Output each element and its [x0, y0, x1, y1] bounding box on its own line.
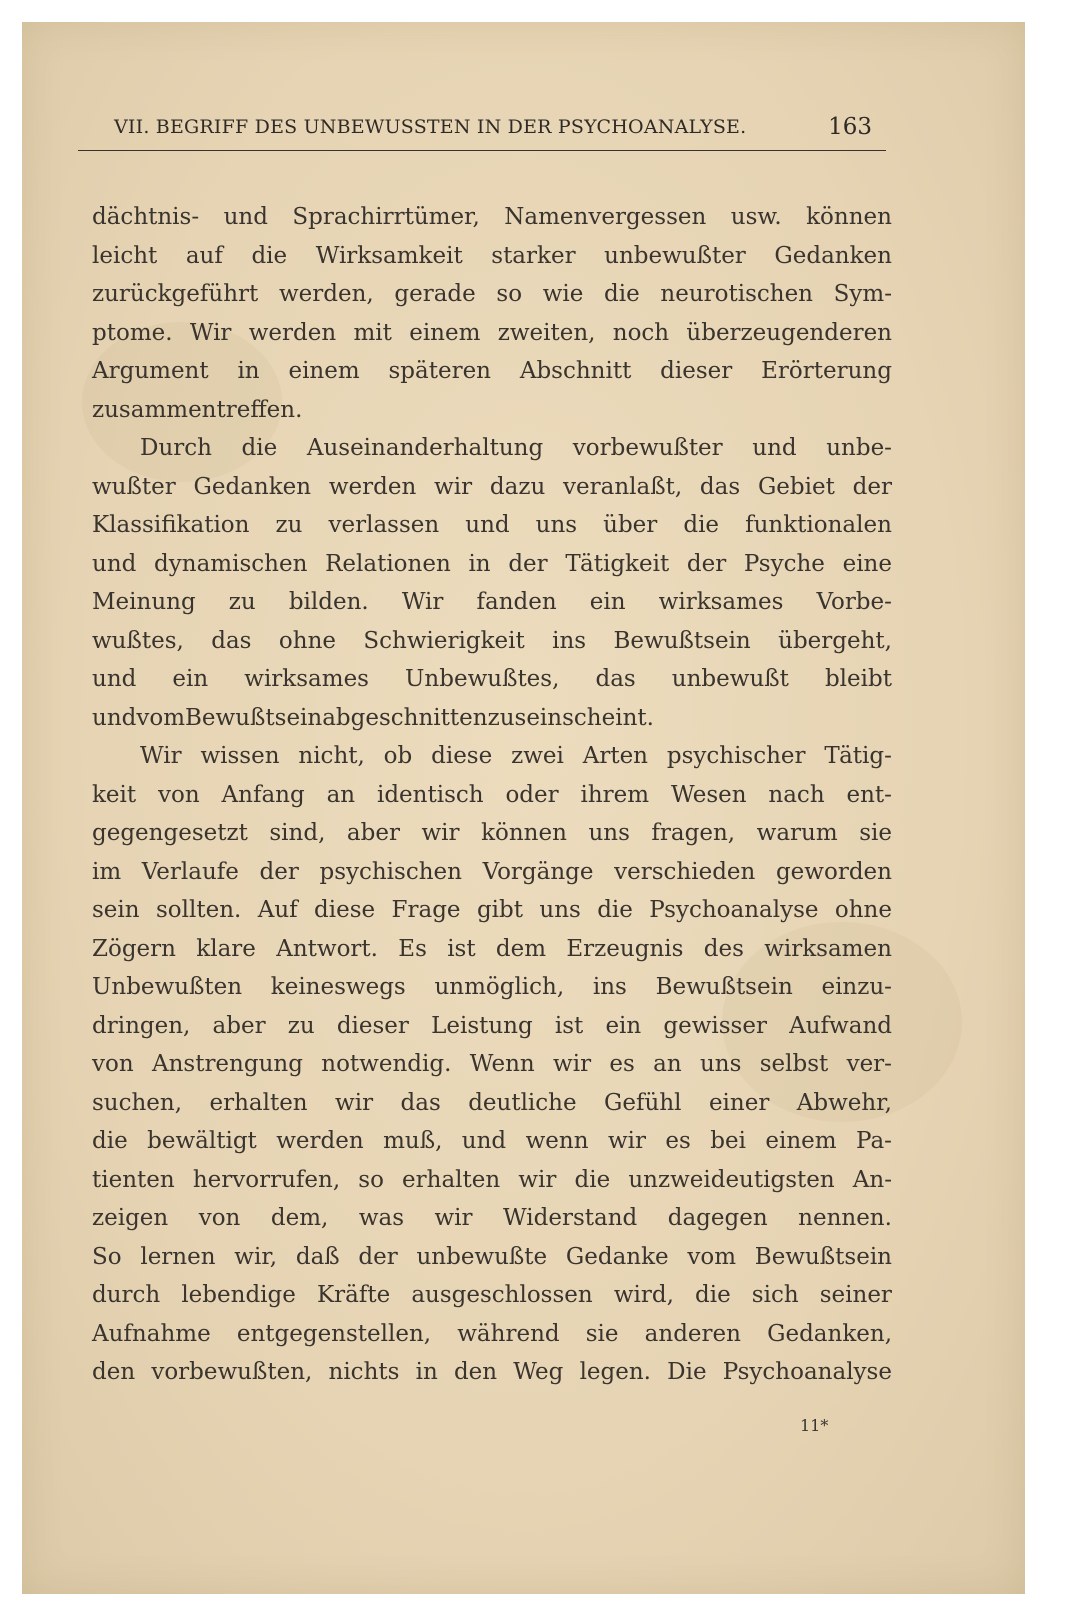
- word: ob: [383, 743, 413, 769]
- word: Tätigkeit: [565, 550, 670, 577]
- word: dieser: [336, 1012, 409, 1039]
- word: Wir: [189, 319, 232, 346]
- word: die: [574, 1166, 611, 1193]
- word: und: [92, 704, 137, 731]
- word: Meinung: [92, 589, 196, 615]
- word: wir: [335, 1089, 374, 1116]
- word: Wesen: [670, 781, 747, 808]
- word: Weg: [513, 1359, 564, 1385]
- text-line: [92, 391, 892, 430]
- word: sind,: [269, 820, 326, 846]
- word: Gefühl: [604, 1089, 682, 1116]
- word: vorbewußten,: [151, 1359, 313, 1385]
- text-line: [92, 1276, 892, 1315]
- header-rule: [78, 150, 886, 151]
- word: so: [358, 1166, 384, 1193]
- word: uns: [699, 1051, 742, 1077]
- word: vorbewußter: [572, 435, 723, 461]
- word: leicht: [92, 242, 158, 269]
- word: wird,: [613, 1282, 674, 1308]
- word: einem: [409, 319, 481, 346]
- word: bei: [710, 1128, 746, 1154]
- word: die: [92, 1128, 128, 1154]
- word: von: [198, 1205, 241, 1231]
- word: im: [92, 858, 122, 885]
- word: Anstrengung: [151, 1051, 303, 1077]
- word: oder: [505, 781, 559, 808]
- word: das: [400, 1089, 441, 1116]
- word: ohne: [834, 897, 892, 923]
- word: Auf: [257, 897, 298, 923]
- word: Bewußtsein: [655, 974, 793, 1000]
- word: wenn: [525, 1128, 589, 1154]
- text-line: [92, 930, 892, 969]
- word: nennen.: [798, 1205, 892, 1231]
- word: einem: [288, 358, 360, 384]
- word: in: [237, 358, 260, 384]
- text-line: [92, 583, 892, 622]
- signature-mark: 11*: [800, 1416, 829, 1435]
- word: die: [694, 1282, 731, 1308]
- word: dem: [495, 935, 547, 962]
- text-line: [92, 968, 892, 1007]
- word: bleibt: [824, 666, 892, 692]
- word: lebendige: [181, 1282, 296, 1308]
- word: An-: [852, 1166, 892, 1193]
- word: warum: [756, 820, 838, 846]
- text-line: [92, 1122, 892, 1161]
- word: durch: [92, 1282, 161, 1308]
- word: und: [465, 512, 510, 538]
- word: ihrem: [580, 781, 650, 808]
- word: uns: [588, 820, 630, 846]
- word: dazu: [489, 473, 546, 500]
- word: zurückgeführt: [92, 281, 259, 307]
- word: zwei: [511, 743, 564, 769]
- word: Namenvergessen: [504, 204, 707, 230]
- word: Sym-: [833, 281, 892, 307]
- text-line: [92, 506, 892, 545]
- word: ins: [592, 974, 627, 1000]
- text-line: [92, 622, 892, 661]
- word: ins: [552, 627, 587, 654]
- word: unzweideutigsten: [628, 1166, 835, 1193]
- word: Gedanken: [193, 473, 312, 500]
- word: Abwehr,: [796, 1089, 892, 1116]
- word: unbewußter: [604, 242, 746, 269]
- word: Erzeugnis: [566, 935, 684, 962]
- word: über: [603, 512, 658, 538]
- word: Klassifikation: [92, 512, 250, 538]
- word: an: [653, 1051, 682, 1077]
- word: wirksames: [658, 589, 784, 615]
- word: Aufnahme: [92, 1320, 211, 1347]
- word: werden: [328, 473, 417, 500]
- word: Bewußtsein: [185, 704, 323, 731]
- body-text: [92, 198, 892, 1392]
- word: Durch: [140, 435, 212, 461]
- word: anderen: [644, 1320, 741, 1347]
- word: muß,: [383, 1128, 443, 1154]
- word: Leistung: [431, 1012, 533, 1039]
- word: Relationen: [325, 550, 451, 577]
- running-head-title: VII. BEGRIFF DES UNBEWUSSTEN IN DER PSYCHOANALYSE.: [114, 116, 747, 138]
- word: Gedanke: [565, 1243, 669, 1270]
- word: wir: [553, 1051, 592, 1077]
- word: bewältigt: [147, 1128, 257, 1154]
- text-line: [92, 198, 892, 237]
- word: entgegenstellen,: [236, 1320, 432, 1347]
- word: die: [683, 512, 720, 538]
- word: dringen,: [92, 1012, 191, 1039]
- word: eine: [842, 550, 892, 577]
- word: Psychoanalyse: [722, 1359, 892, 1385]
- word: unbe-: [826, 435, 892, 461]
- word: der: [358, 1243, 398, 1270]
- word: diese: [314, 897, 376, 923]
- word: es: [609, 1051, 635, 1077]
- word: ist: [447, 935, 476, 962]
- word: Wirksamkeit: [315, 242, 463, 269]
- text-line: [92, 699, 892, 738]
- word: in: [415, 1359, 438, 1385]
- word: ausgeschlossen: [411, 1282, 593, 1308]
- word: späteren: [388, 358, 491, 384]
- word: So: [92, 1243, 122, 1270]
- word: von: [92, 1051, 134, 1077]
- word: Unbewußten: [92, 974, 243, 1000]
- text-line: [92, 1084, 892, 1123]
- word: Tätig-: [824, 743, 892, 769]
- word: den: [92, 1359, 136, 1385]
- word: auf: [185, 242, 223, 269]
- word: scheint.: [562, 704, 654, 731]
- page-number: 163: [828, 114, 872, 140]
- word: fanden: [476, 589, 557, 615]
- word: und: [223, 204, 268, 230]
- text-line: [92, 1238, 892, 1277]
- word: dächtnis-: [92, 204, 200, 230]
- word: zu: [228, 589, 256, 615]
- word: und: [752, 435, 797, 461]
- word: Sprachirrtümer,: [292, 204, 480, 230]
- word: deutliche: [468, 1089, 577, 1116]
- word: abgeschnitten: [322, 704, 488, 731]
- word: wie: [542, 281, 584, 307]
- word: Pa-: [856, 1128, 892, 1154]
- word: wußtes,: [92, 627, 184, 654]
- word: Widerstand: [503, 1205, 638, 1231]
- word: wir: [518, 1166, 557, 1193]
- word: Auseinanderhaltung: [306, 435, 544, 461]
- word: ent-: [846, 781, 892, 808]
- word: ver-: [846, 1051, 892, 1077]
- word: bilden.: [288, 589, 369, 615]
- text-line: [92, 1199, 892, 1238]
- text-line: [92, 1315, 892, 1354]
- word: Gedanken,: [767, 1320, 892, 1347]
- word: sollten.: [155, 897, 242, 923]
- word: das: [595, 666, 636, 692]
- word: Wir: [401, 589, 444, 615]
- word: Bewußtsein: [613, 627, 751, 654]
- word: mit: [353, 319, 392, 346]
- word: während: [457, 1320, 560, 1347]
- word: nicht,: [298, 743, 365, 769]
- word: können: [806, 204, 892, 230]
- text-line: [92, 352, 892, 391]
- word: Verlaufe: [141, 858, 239, 885]
- word: dieser: [660, 358, 733, 384]
- word: einzu-: [821, 974, 892, 1000]
- word: der: [259, 858, 299, 885]
- word: Gedanken: [774, 242, 892, 269]
- word: Zögern: [92, 935, 176, 962]
- text-line: [92, 1045, 892, 1084]
- word: sie: [585, 1320, 619, 1347]
- word: Antwort.: [276, 935, 378, 962]
- word: aber: [346, 820, 400, 846]
- word: lernen: [140, 1243, 216, 1270]
- word: Unbewußtes,: [405, 666, 560, 692]
- word: Die: [667, 1359, 707, 1385]
- word: dynamischen: [154, 550, 308, 577]
- word: unbewußte: [416, 1243, 548, 1270]
- text-line: [92, 853, 892, 892]
- word: Psychoanalyse: [649, 897, 819, 923]
- word: uns: [535, 512, 578, 538]
- word: erhalten: [402, 1166, 501, 1193]
- word: es: [665, 1128, 691, 1154]
- word: diese: [431, 743, 493, 769]
- word: wir: [421, 820, 460, 846]
- word: aber: [212, 1012, 266, 1039]
- word: das: [699, 473, 741, 500]
- word: den: [453, 1359, 498, 1385]
- word: des: [703, 935, 744, 962]
- word: Kräfte: [316, 1282, 391, 1308]
- text-line: [92, 468, 892, 507]
- text-line: [92, 275, 892, 314]
- word: fragen,: [651, 820, 736, 846]
- text-line: [92, 429, 892, 468]
- word: ein: [605, 1012, 642, 1039]
- word: so: [496, 281, 523, 307]
- word: einer: [708, 1089, 770, 1116]
- word: Wenn: [469, 1051, 535, 1077]
- word: wir: [434, 473, 473, 500]
- word: was: [358, 1205, 405, 1231]
- word: gegengesetzt: [92, 820, 248, 846]
- word: unmöglich,: [434, 974, 565, 1000]
- word: Arten: [582, 743, 648, 769]
- word: dem,: [270, 1205, 329, 1231]
- word: sich: [751, 1282, 799, 1308]
- word: werden: [248, 319, 337, 346]
- word: Wir: [140, 743, 182, 769]
- word: wir: [434, 1205, 473, 1231]
- word: wir,: [234, 1243, 278, 1270]
- word: psychischer: [666, 743, 806, 769]
- word: vom: [687, 1243, 737, 1270]
- word: erhalten: [209, 1089, 308, 1116]
- text-line: [92, 737, 892, 776]
- word: zusammentreffen.: [92, 396, 303, 423]
- word: und: [92, 666, 137, 692]
- word: nach: [768, 781, 825, 808]
- text-line: [92, 314, 892, 353]
- word: sein: [92, 897, 140, 923]
- word: unbewußt: [671, 666, 789, 692]
- word: zu: [287, 1012, 315, 1039]
- word: Frage: [391, 897, 461, 923]
- word: die: [241, 435, 278, 461]
- word: Aufwand: [789, 1012, 892, 1039]
- word: zu: [487, 704, 515, 731]
- word: Vorgänge: [482, 858, 594, 885]
- word: veranlaßt,: [563, 473, 683, 500]
- word: starker: [491, 242, 576, 269]
- word: Gebiet: [757, 473, 835, 500]
- text-line: [92, 891, 892, 930]
- word: selbst: [759, 1051, 829, 1077]
- word: werden: [276, 1128, 364, 1154]
- word: hervorrufen,: [192, 1166, 341, 1193]
- word: ist: [554, 1012, 584, 1039]
- text-line: [92, 237, 892, 276]
- word: die: [251, 242, 288, 269]
- word: die: [604, 281, 640, 307]
- word: klare: [196, 935, 256, 962]
- word: neurotischen: [660, 281, 813, 307]
- word: und: [461, 1128, 507, 1154]
- word: wirksames: [244, 666, 369, 692]
- word: nichts: [328, 1359, 400, 1385]
- word: seiner: [819, 1282, 892, 1308]
- word: gewisser: [663, 1012, 767, 1039]
- word: Erörterung: [761, 358, 892, 384]
- word: Vorbe-: [816, 589, 892, 615]
- word: psychischen: [319, 858, 462, 885]
- word: zeigen: [92, 1205, 169, 1231]
- word: einem: [765, 1128, 837, 1154]
- word: identisch: [376, 781, 484, 808]
- word: zu: [275, 512, 303, 538]
- word: noch: [612, 319, 670, 346]
- word: werden,: [278, 281, 374, 307]
- word: von: [158, 781, 200, 808]
- word: tienten: [92, 1166, 175, 1193]
- word: der: [508, 550, 548, 577]
- word: verschieden: [614, 858, 756, 885]
- word: vom: [136, 704, 186, 731]
- text-line: [92, 1353, 892, 1392]
- word: Abschnitt: [519, 358, 632, 384]
- word: keit: [92, 781, 137, 808]
- word: funktionalen: [745, 512, 892, 538]
- word: keineswegs: [270, 974, 406, 1000]
- text-line: [92, 660, 892, 699]
- word: daß: [295, 1243, 340, 1270]
- word: legen.: [579, 1359, 651, 1385]
- word: verlassen: [328, 512, 440, 538]
- text-line: [92, 545, 892, 584]
- word: ptome.: [92, 319, 173, 346]
- word: suchen,: [92, 1089, 183, 1116]
- word: überzeugenderen: [686, 319, 892, 346]
- word: Bewußtsein: [754, 1243, 892, 1270]
- word: wissen: [200, 743, 280, 769]
- word: in: [468, 550, 491, 577]
- word: notwendig.: [321, 1051, 452, 1077]
- word: usw.: [730, 204, 782, 230]
- word: geworden: [775, 858, 892, 885]
- word: die: [597, 897, 633, 923]
- word: uns: [539, 897, 581, 923]
- word: ein: [172, 666, 209, 692]
- word: gerade: [394, 281, 476, 307]
- word: sein: [514, 704, 563, 731]
- text-line: [92, 776, 892, 815]
- word: ohne: [278, 627, 336, 654]
- word: der: [686, 550, 727, 577]
- text-line: [92, 1161, 892, 1200]
- word: und: [92, 550, 137, 577]
- word: Anfang: [221, 781, 305, 808]
- word: ein: [589, 589, 626, 615]
- word: Es: [398, 935, 427, 962]
- text-line: [92, 1007, 892, 1046]
- word: sie: [859, 820, 892, 846]
- word: wirksamen: [764, 935, 892, 962]
- word: an: [326, 781, 356, 808]
- text-line: [92, 814, 892, 853]
- word: wußter: [92, 473, 176, 500]
- word: der: [852, 473, 892, 500]
- word: Schwierigkeit: [363, 627, 525, 654]
- word: übergeht,: [778, 627, 892, 654]
- word: das: [211, 627, 252, 654]
- word: gibt: [476, 897, 523, 923]
- word: Psyche: [743, 550, 825, 577]
- word: dagegen: [667, 1205, 768, 1231]
- word: wir: [607, 1128, 646, 1154]
- word: Argument: [92, 358, 209, 384]
- word: zweiten,: [497, 319, 596, 346]
- word: können: [481, 820, 567, 846]
